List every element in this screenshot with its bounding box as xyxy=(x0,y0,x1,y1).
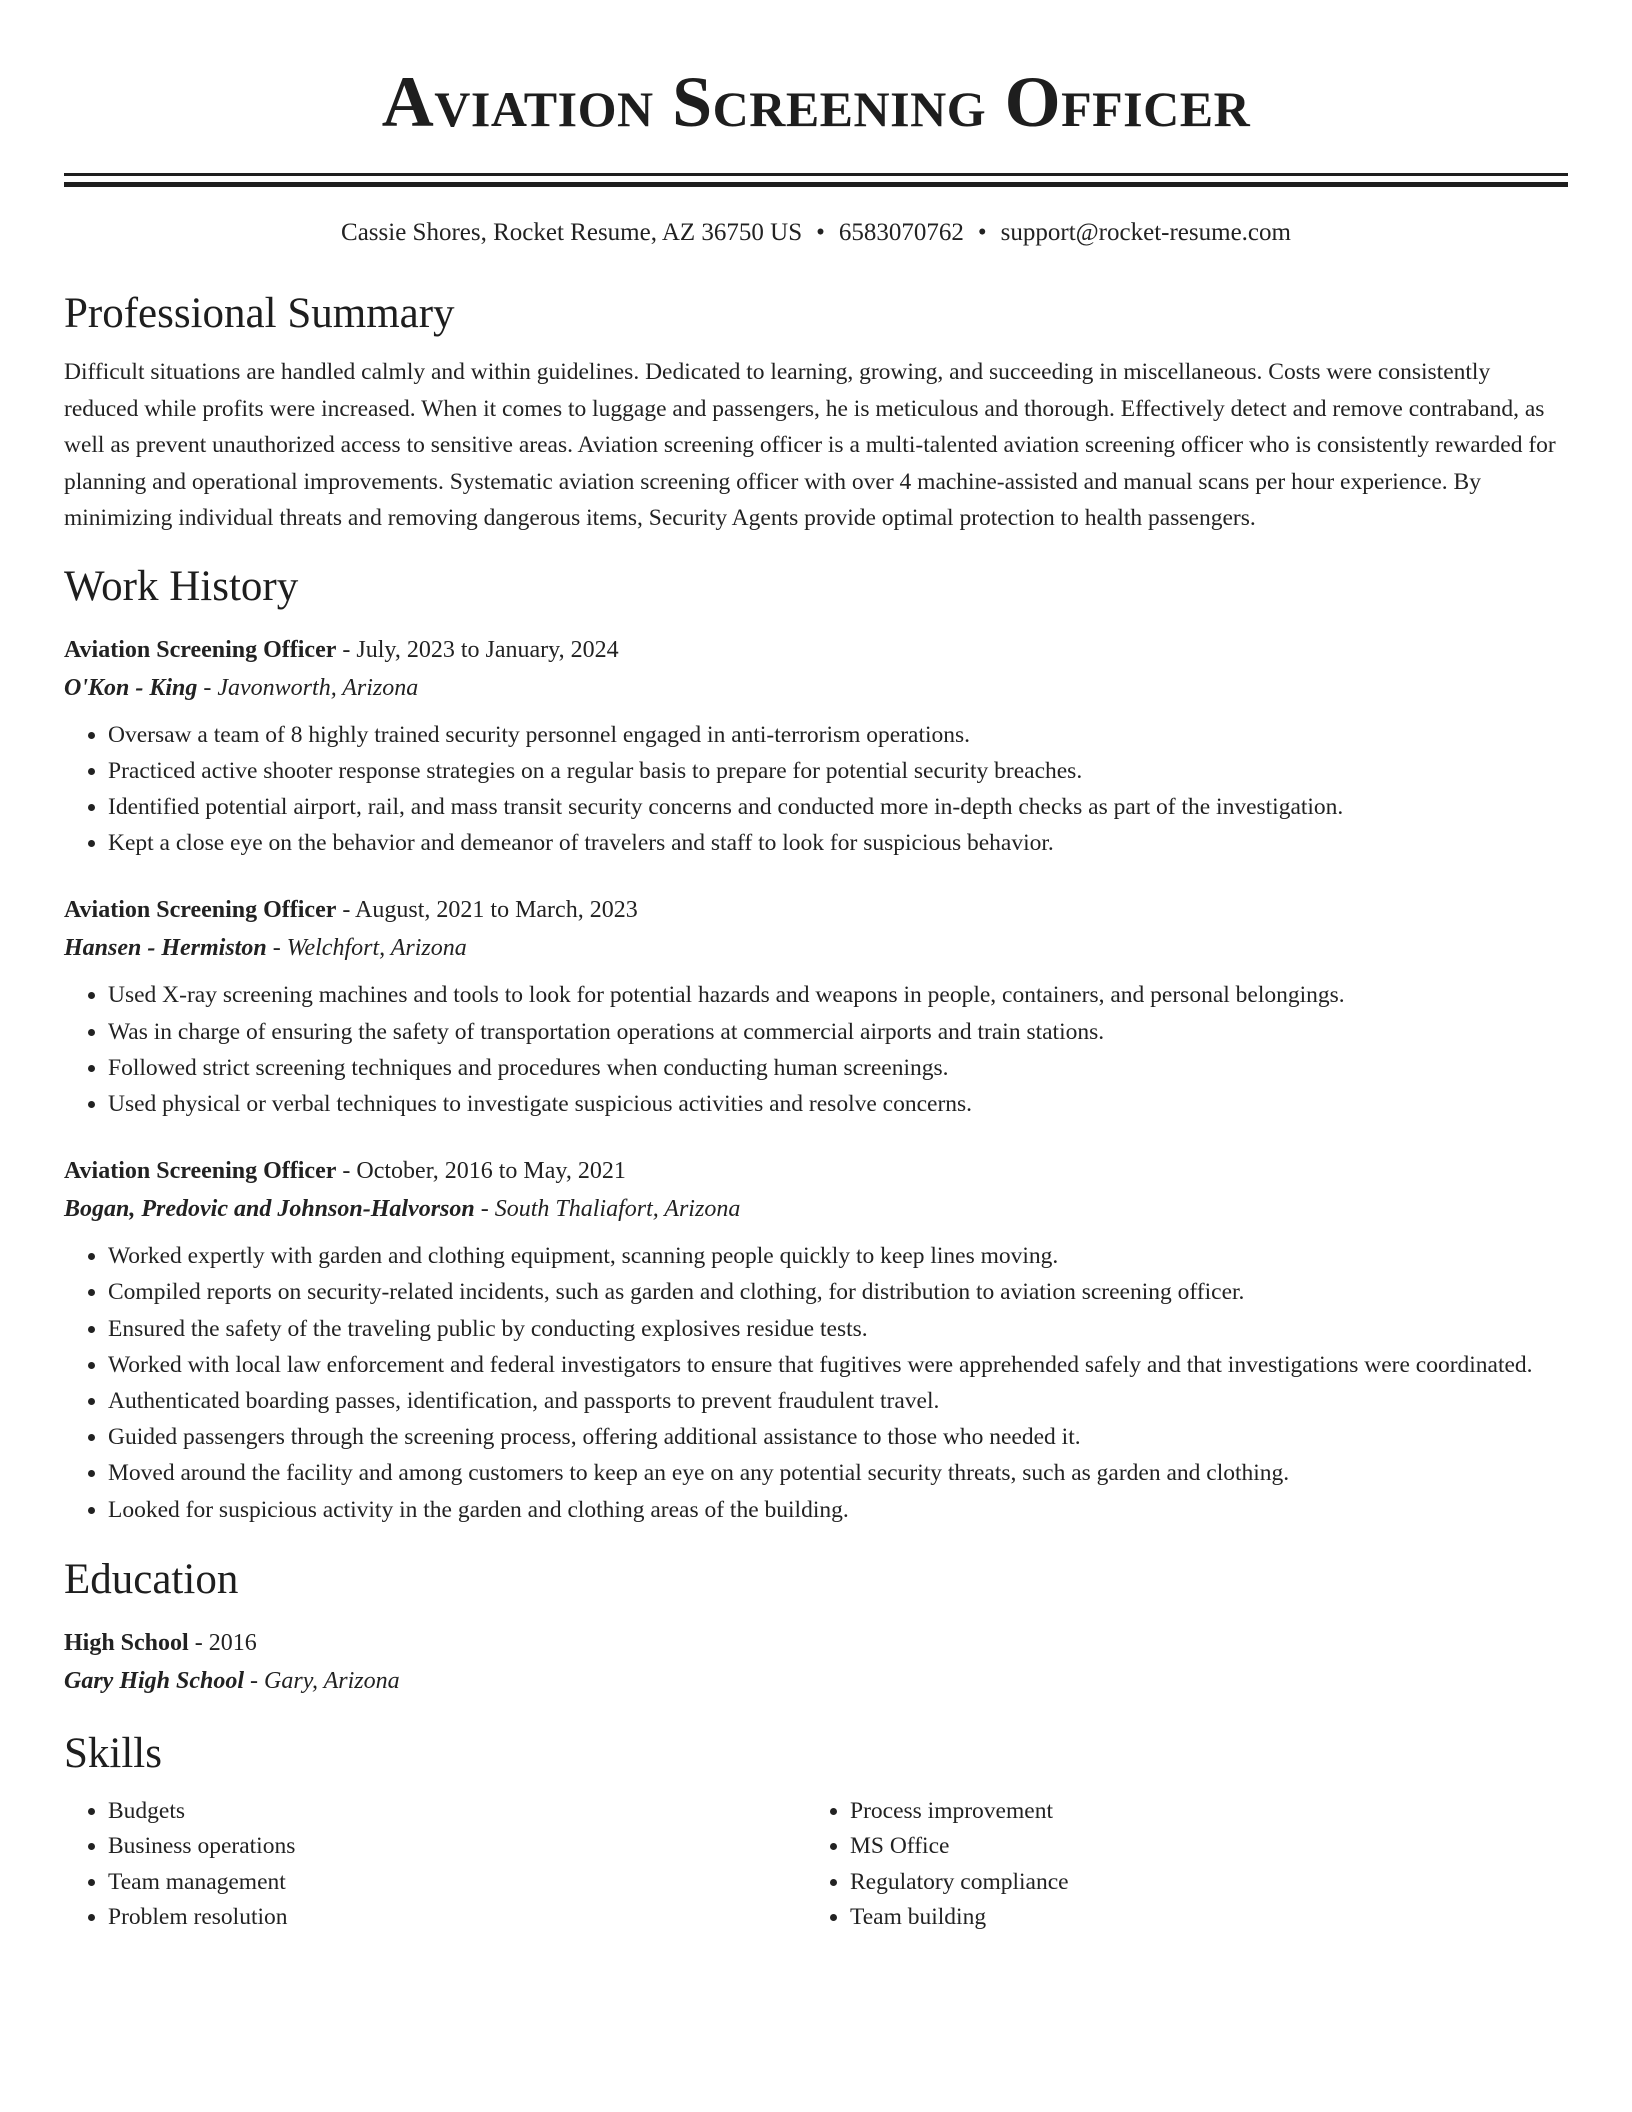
job-title-line xyxy=(64,891,1568,929)
contact-email: support@rocket-resume.com xyxy=(1000,219,1291,246)
job-title-line xyxy=(64,1152,1568,1190)
job-bullet: • Was in charge of ensuring the safety of transportation operations at commercial airports and train stations. xyxy=(108,1014,1568,1050)
job-employer-line xyxy=(64,1190,1568,1228)
job-bullet: • Guided passengers through the screening process, offering additional assistance to those who needed it. xyxy=(108,1419,1568,1455)
job-location: - Javonworth, Arizona xyxy=(197,674,419,701)
job-role: Aviation Screening Officer xyxy=(64,636,337,663)
skills-column-left xyxy=(64,1794,806,1936)
job-bullet: • Worked expertly with garden and clothing equipment, scanning people quickly to keep lines moving. xyxy=(108,1238,1568,1274)
education-school: Gary High School xyxy=(64,1667,245,1694)
skill-item: • Team building xyxy=(850,1900,1548,1936)
education-year: - 2016 xyxy=(188,1629,257,1656)
job-dates: - July, 2023 to January, 2024 xyxy=(336,636,619,663)
job-bullet: • Looked for suspicious activity in the garden and clothing areas of the building. xyxy=(108,1492,1568,1528)
job-location: - Welchfort, Arizona xyxy=(266,935,467,962)
job-bullet: • Used X-ray screening machines and tools to look for potential hazards and weapons in people, containers, and personal belongings. xyxy=(108,977,1568,1013)
job-employer-line xyxy=(64,669,1568,707)
header-rule-thin xyxy=(64,173,1568,176)
job-bullet: • Kept a close eye on the behavior and demeanor of travelers and staff to look for suspicious behavior. xyxy=(108,825,1568,861)
job-employer: Hansen - Hermiston xyxy=(64,935,267,962)
skill-item: • Business operations xyxy=(108,1829,806,1865)
skill-item: • Regulatory compliance xyxy=(850,1865,1548,1901)
job-bullets xyxy=(64,717,1568,862)
section-title-education: Education xyxy=(64,1555,239,1603)
contact-address: Cassie Shores, Rocket Resume, AZ 36750 US xyxy=(341,219,803,246)
job-location: - South Thaliafort, Arizona xyxy=(474,1196,741,1223)
job-bullet: • Authenticated boarding passes, identification, and passports to prevent fraudulent travel. xyxy=(108,1383,1568,1419)
job-dates: - October, 2016 to May, 2021 xyxy=(336,1158,626,1185)
skills-grid xyxy=(64,1794,1568,1936)
job-role: Aviation Screening Officer xyxy=(64,1158,337,1185)
job-employer: Bogan, Predovic and Johnson-Halvorson xyxy=(64,1196,475,1223)
job-employer-line xyxy=(64,929,1568,967)
job-bullet: • Followed strict screening techniques and procedures when conducting human screenings. xyxy=(108,1050,1568,1086)
education-school-line xyxy=(64,1662,1568,1700)
job-bullet: • Worked with local law enforcement and federal investigators to ensure that fugitives were apprehended safely and that investigations were coordinated. xyxy=(108,1347,1568,1383)
job-bullet: • Used physical or verbal techniques to investigate suspicious activities and resolve concerns. xyxy=(108,1086,1568,1122)
job-dates: - August, 2021 to March, 2023 xyxy=(336,897,638,924)
job-bullet: • Oversaw a team of 8 highly trained security personnel engaged in anti-terrorism operations. xyxy=(108,717,1568,753)
job-employer: O'Kon - King xyxy=(64,674,198,701)
job-bullet: • Ensured the safety of the traveling public by conducting explosives residue tests. xyxy=(108,1311,1568,1347)
section-title-summary: Professional Summary xyxy=(64,290,455,337)
resume-name: Aviation Screening Officer xyxy=(381,62,1251,142)
job-bullet: • Identified potential airport, rail, and mass transit security concerns and conducted more in-depth checks as part of the investigation. xyxy=(108,789,1568,825)
job-role: Aviation Screening Officer xyxy=(64,897,337,924)
job-entry xyxy=(64,631,1568,862)
skill-item: • Budgets xyxy=(108,1794,806,1830)
job-bullet: • Moved around the facility and among customers to keep an eye on any potential security threats, such as garden and clothing. xyxy=(108,1455,1568,1491)
job-bullet: • Practiced active shooter response strategies on a regular basis to prepare for potential security breaches. xyxy=(108,753,1568,789)
skill-item: • Process improvement xyxy=(850,1794,1548,1830)
job-entry xyxy=(64,1152,1568,1528)
job-entry xyxy=(64,891,1568,1122)
job-bullets xyxy=(64,977,1568,1122)
skills-column-right xyxy=(806,1794,1548,1936)
job-bullet: • Compiled reports on security-related incidents, such as garden and clothing, for distribution to aviation screening officer. xyxy=(108,1274,1568,1310)
skill-item: • MS Office xyxy=(850,1829,1548,1865)
contact-phone: 6583070762 xyxy=(838,219,964,246)
education-location: - Gary, Arizona xyxy=(244,1667,400,1694)
skill-item: • Team management xyxy=(108,1865,806,1901)
section-title-work-history: Work History xyxy=(64,562,299,610)
education-degree-line xyxy=(64,1624,1568,1662)
summary-text: Difficult situations are handled calmly and within guidelines. Dedicated to learning, growing, and succeeding in miscellaneous. Costs were consistently reduced while profits were increased. When it comes to luggage and passengers, he is meticulous and thorough. Effectively detect and remove contraband, as well as prevent unauthorized access to sensitive areas. Aviation screening officer is a multi-talented aviation screening officer who is consistently rewarded for planning and operational improvements. Systematic aviation screening officer with over 4 machine-assisted and manual scans per hour experience. By minimizing individual threats and removing dangerous items, Security Agents provide optimal protection to health passengers. xyxy=(64,359,1556,531)
header-rule-thick xyxy=(64,182,1568,187)
section-title-skills: Skills xyxy=(64,1729,162,1777)
contact-separator: • xyxy=(816,219,825,246)
education-degree: High School xyxy=(64,1629,189,1656)
job-title-line xyxy=(64,631,1568,669)
contact-line xyxy=(64,216,1568,250)
skill-item: • Problem resolution xyxy=(108,1900,806,1936)
contact-separator: • xyxy=(977,219,987,246)
job-bullets xyxy=(64,1238,1568,1528)
education-entry xyxy=(64,1624,1568,1700)
